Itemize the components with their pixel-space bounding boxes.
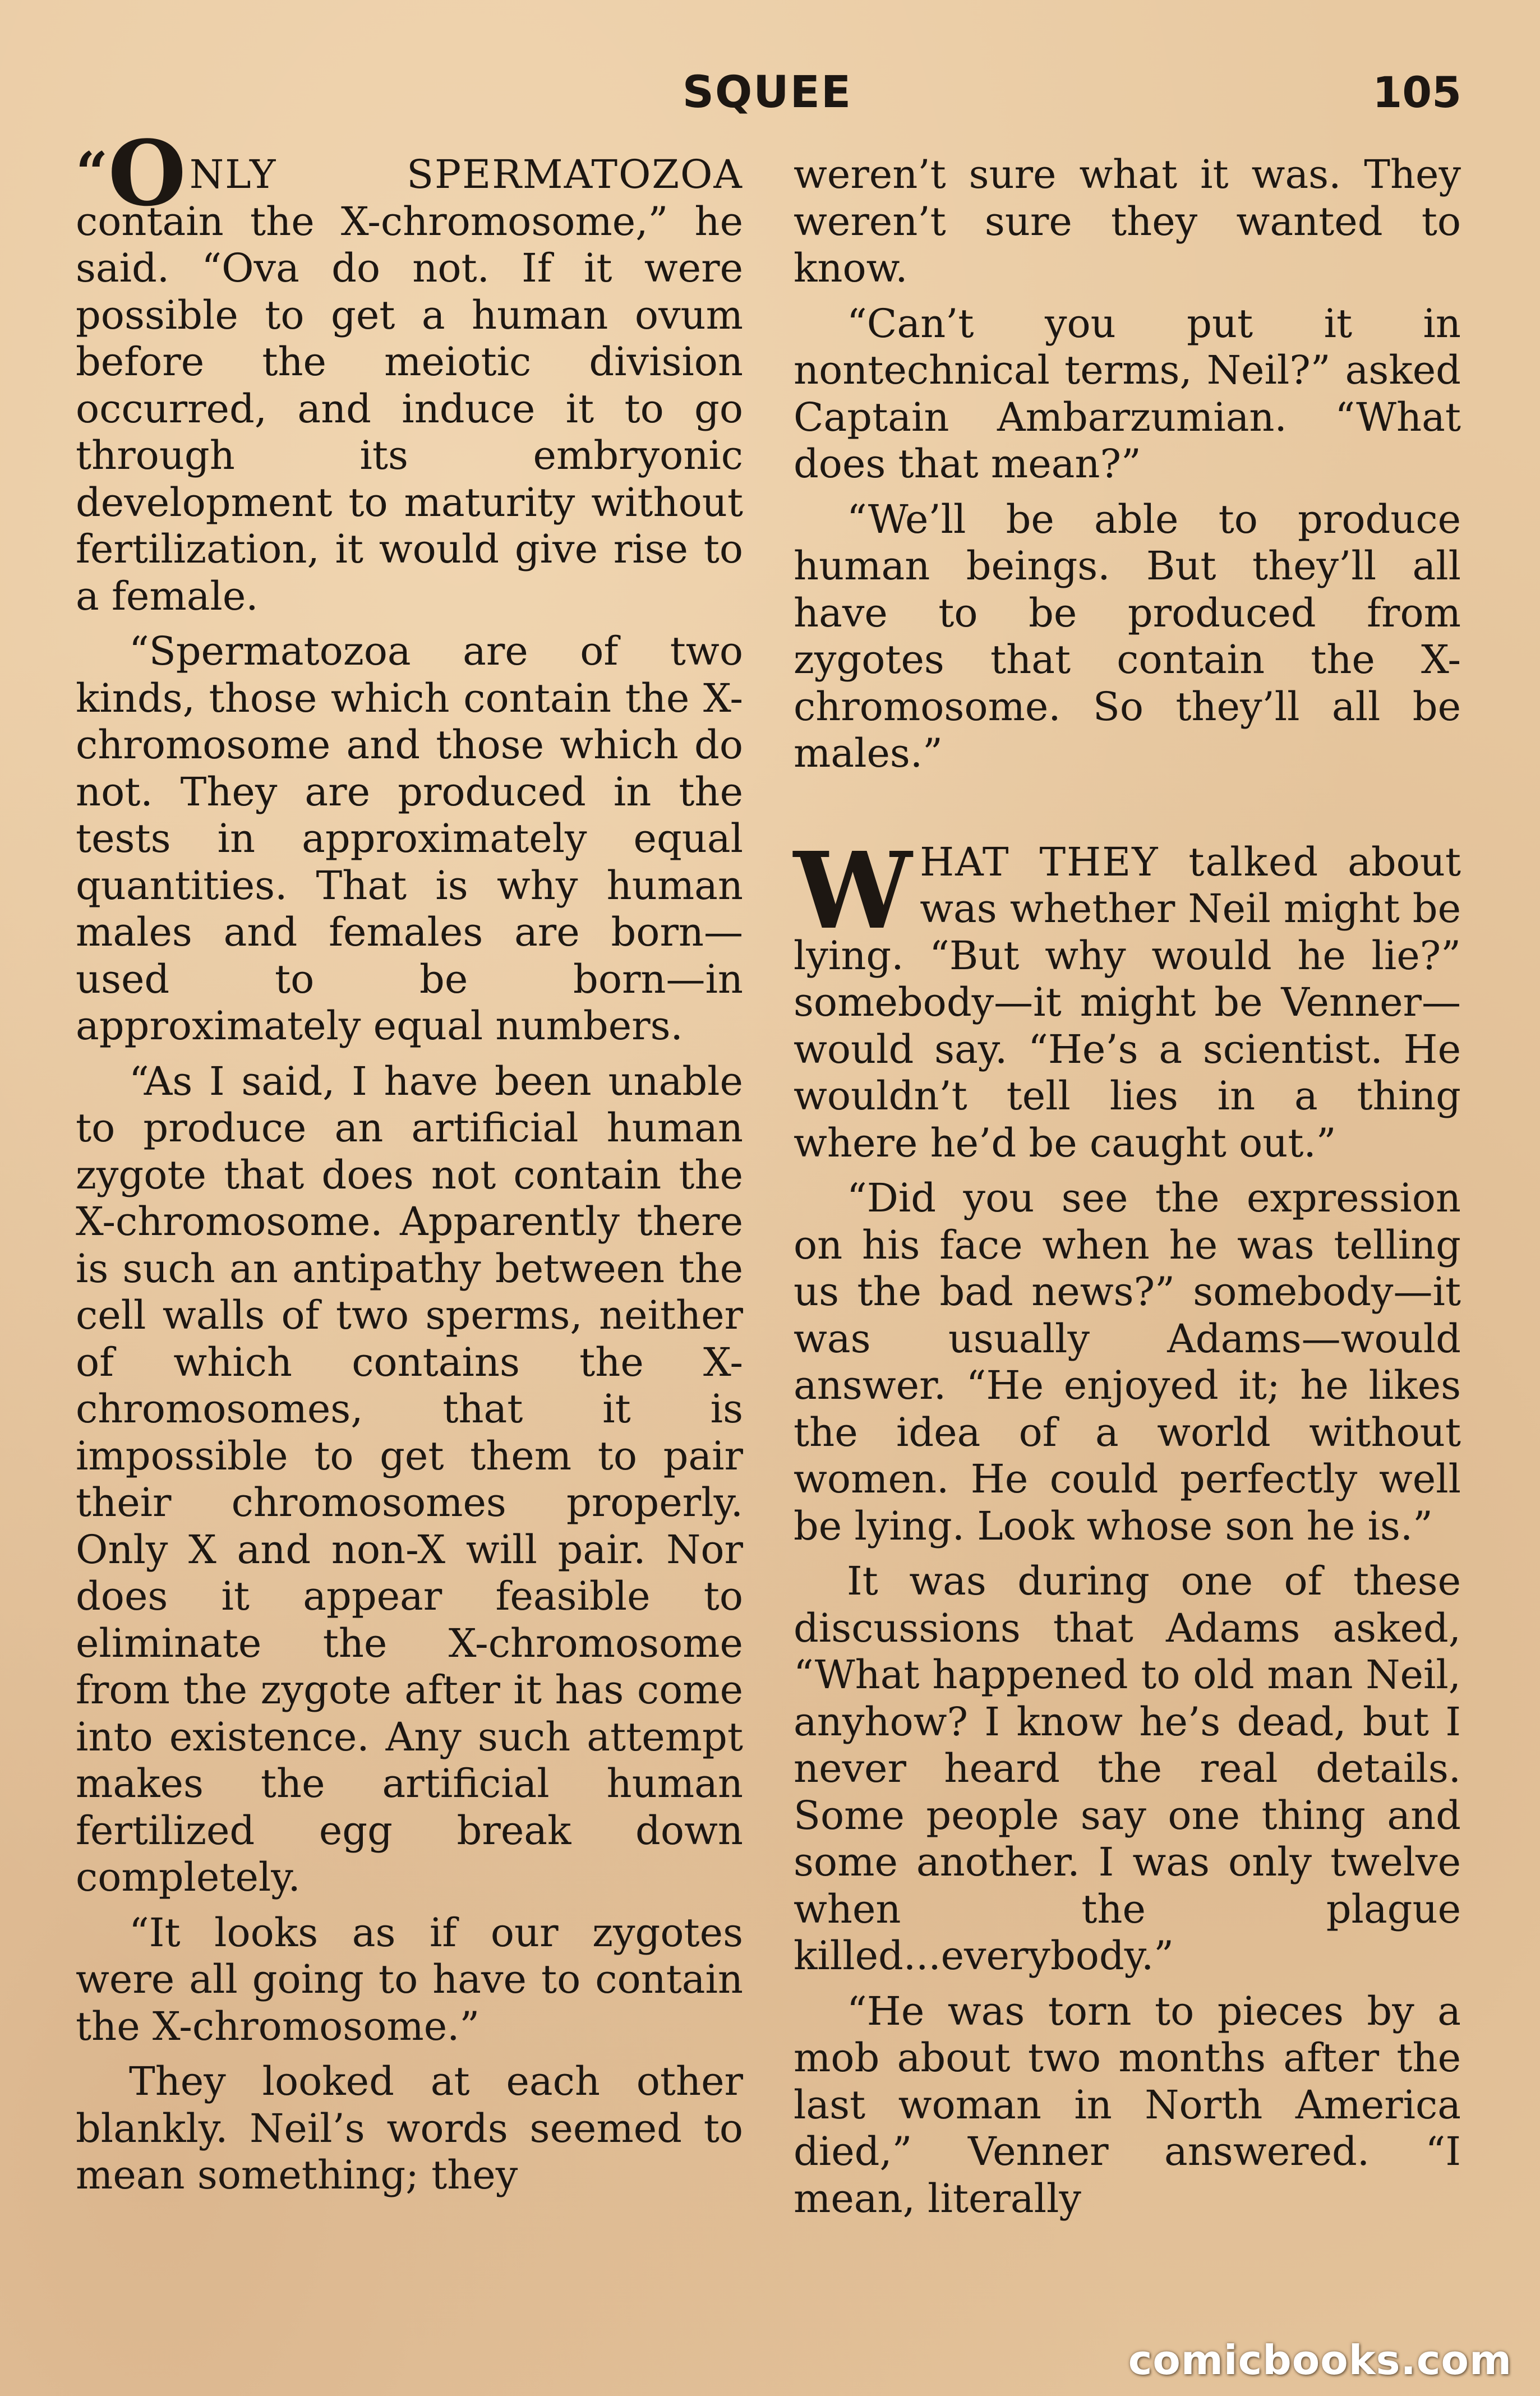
drop-cap-o: O (108, 121, 186, 226)
paragraph: “We’ll be able to produce human beings. But they’ll all have to be produced from zygotes that contain the X-chromosome. So they’ll all be males.” (794, 496, 1461, 776)
running-title: SQUEE (682, 67, 852, 118)
watermark: comicbooks.com (1128, 2337, 1512, 2384)
paragraph: “It looks as if our zygotes were all going to have to contain the X-chromosome.” (76, 1909, 743, 2049)
page-number: 105 (1372, 67, 1461, 117)
paragraph-text: about was whether Neil might be lying. “But why would he lie?” somebody—it might be Venner—would say. “He’s a scientist. He wouldn’t tell lies in a thing where he’d be caught out.” (794, 838, 1461, 1166)
paragraph-section-start (794, 828, 1461, 1167)
running-head (73, 67, 1461, 129)
small-caps-lead: HAT THEY talked (920, 838, 1320, 885)
paragraph-opening (76, 121, 743, 620)
small-caps-lead: NLY SPERMATOZOA (189, 151, 743, 197)
paragraph: “As I said, I have been unable to produce an artificial human zygote that does not contain the X-chromosome. Apparently there is such an antipathy between the cell walls of two sperms, neither of which contains the X-chromosomes, that it is impossible to get them to pair their chromosomes properly. Only X and non-X will pair. Nor does it appear feasible to eliminate the X-chromosome from the zygote after it has come into existence. Any such attempt makes the artificial human fertilized egg break down completely. (76, 1058, 743, 1900)
paragraph: “He was torn to pieces by a mob about two months after the last woman in North America died,” Venner answered. “I mean, literally (794, 1988, 1461, 2222)
opening-quote-mark: “ (76, 140, 108, 206)
right-column (794, 151, 1461, 2231)
paragraph-text: contain the X-chromosome,” he said. “Ova do not. If it were possible to get a human ovum before the meiotic division occurred, and induce it to go through its embryonic development to maturity without fertilization, it would give rise to a female. (76, 198, 743, 619)
paragraph: “Can’t you put it in nontechnical terms, Neil?” asked Captain Ambarzumian. “What does that mean?” (794, 300, 1461, 487)
paragraph: “Did you see the expression on his face when he was telling us the bad news?” somebody—it was usually Adams—would answer. “He enjoyed it; he likes the idea of a world without women. He could perfectly well be lying. Look whose son he is.” (794, 1175, 1461, 1549)
paragraph: “Spermatozoa are of two kinds, those which contain the X-chromosome and those which do not. They are produced in the tests in approximately equal quantities. That is why human males and females are born—used to be born—in approximately equal numbers. (76, 628, 743, 1049)
paragraph: It was during one of these discussions that Adams asked, “What happened to old man Neil, anyhow? I know he’s dead, but I never heard the real details. Some people say one thing and some another. I was only twelve when the plague killed...everybody.” (794, 1558, 1461, 1979)
drop-cap-w: W (794, 828, 912, 953)
left-column (76, 121, 743, 2208)
paragraph-continued: weren’t sure what it was. They weren’t sure they wanted to know. (794, 151, 1461, 291)
paragraph: They looked at each other blankly. Neil’s words seemed to mean something; they (76, 2058, 743, 2198)
